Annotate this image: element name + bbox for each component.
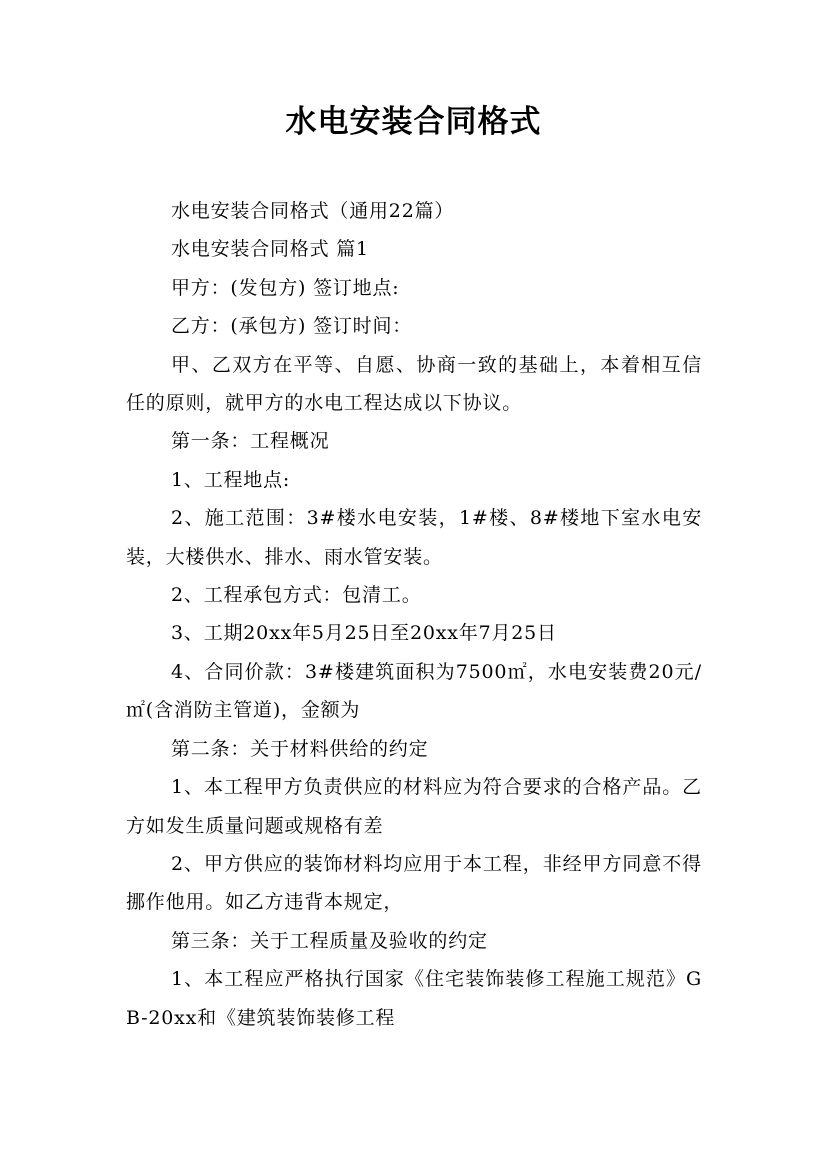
paragraph-article-1-title: 第一条：工程概况	[171, 430, 330, 453]
document-title: 水电安装合同格式	[285, 104, 542, 140]
paragraph-article-1-item-3: 3、工期20xx年5月25日至20xx年7月25日	[171, 622, 557, 645]
paragraph-article-1-item-4: 4、合同价款：3#楼建筑面积为7500㎡，水电安装费20元/㎡(含消防主管道)，金额为	[126, 660, 702, 722]
paragraph-article-2-title: 第二条：关于材料供给的约定	[171, 737, 429, 760]
paragraph-article-3-title: 第三条：关于工程质量及验收的约定	[171, 929, 488, 952]
paragraph-article-3-item-1: 1、本工程应严格执行国家《住宅装饰装修工程施工规范》GB-20xx和《建筑装饰装修工程	[126, 968, 702, 1029]
paragraph-article-1-item-2: 2、施工范围：3#楼水电安装，1#楼、8#楼地下室水电安装，大楼供水、排水、雨水管安装。	[126, 507, 702, 568]
document-body	[126, 192, 702, 1037]
paragraph-section-title: 水电安装合同格式 篇1	[171, 238, 369, 261]
paragraph-article-2-item-2: 2、甲方供应的装饰材料均应用于本工程，非经甲方同意不得挪作他用。如乙方违背本规定，	[126, 852, 702, 914]
paragraph-article-1-item-2b: 2、工程承包方式：包清工。	[171, 584, 422, 607]
paragraph-article-2-item-1: 1、本工程甲方负责供应的材料应为符合要求的合格产品。乙方如发生质量问题或规格有差	[126, 776, 702, 837]
paragraph-party-a: 甲方：(发包方) 签订地点:	[171, 276, 400, 299]
paragraph-party-b: 乙方：(承包方) 签订时间：	[171, 315, 413, 338]
paragraph-article-1-item-1: 1、工程地点:	[171, 468, 291, 491]
paragraph-preamble: 甲、乙双方在平等、自愿、协商一致的基础上，本着相互信任的原则，就甲方的水电工程达成以下协议。	[126, 353, 702, 415]
paragraph-heading: 水电安装合同格式（通用22篇）	[171, 200, 455, 222]
